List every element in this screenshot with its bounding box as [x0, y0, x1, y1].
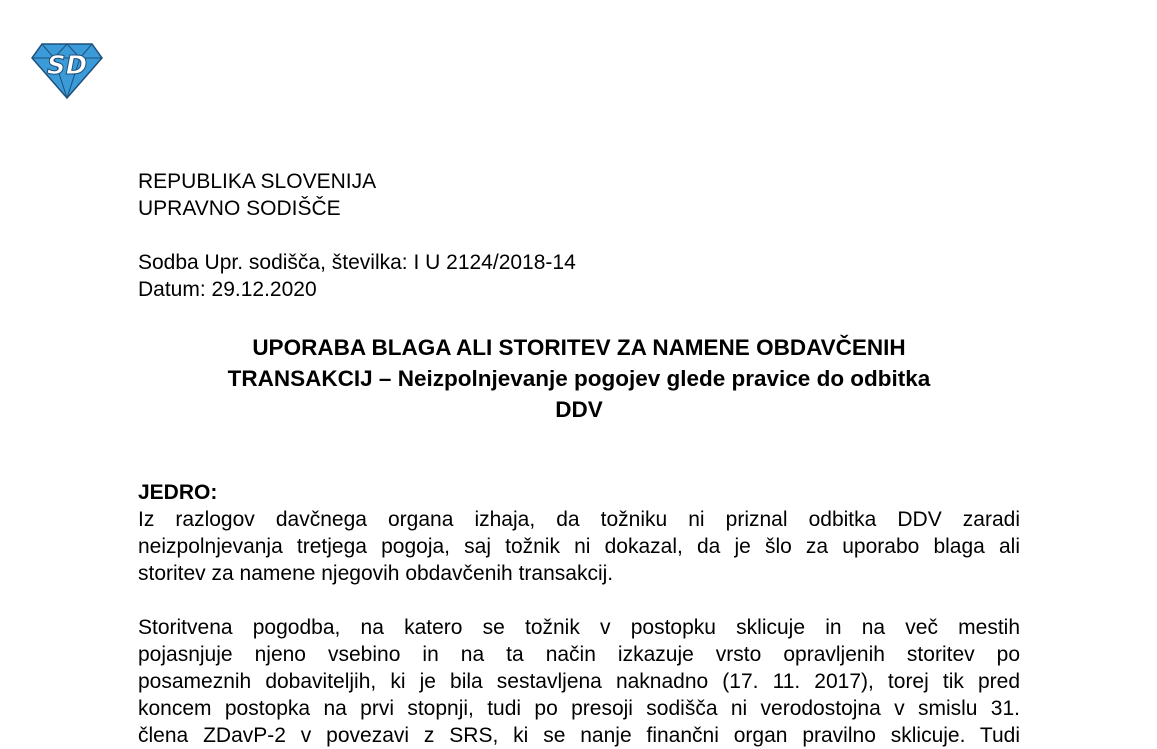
paragraph-2	[138, 614, 1020, 749]
title-line-2: TRANSAKCIJ – Neizpolnjevanje pogojev glede pravice do odbitka	[227, 366, 931, 391]
case-number: Sodba Upr. sodišča, številka: I U 2124/2018-14	[138, 251, 576, 274]
title-line-1: UPORABA BLAGA ALI STORITEV ZA NAMENE OBDAVČENIH	[252, 335, 906, 360]
paragraph-2-line: posameznih dobaviteljih, ki je bila sestavljena naknadno (17. 11. 2017), torej tik pred	[138, 670, 1020, 693]
document-body	[138, 168, 1020, 749]
paragraph-2-line: člena ZDavP-2 v povezavi z SRS, ki se nanje finančni organ pravilno sklicuje. Tudi	[138, 724, 1020, 747]
paragraph-1-line: storitev za namene njegovih obdavčenih transakcij.	[138, 562, 614, 585]
paragraph-2-line: koncem postopka na prvi stopnji, tudi po presoji sodišča ni verodostojna v smislu 31.	[138, 697, 1020, 720]
paragraph-2-line: Storitvena pogodba, na katero se tožnik v postopku sklicuje in na več mestih	[138, 616, 1020, 639]
section-heading: JEDRO:	[138, 481, 218, 504]
paragraph-1-line: neizpolnjevanja tretjega pogoja, saj tožnik ni dokazal, da je šlo za uporabo blaga ali	[138, 535, 1020, 558]
court-name: UPRAVNO SODIŠČE	[138, 197, 341, 220]
court-logo	[30, 40, 104, 100]
paragraph-2-line: pojasnjuje njeno vsebino in na ta način izkazuje vrsto opravljenih storitev po	[138, 643, 1020, 666]
paragraph-1	[138, 506, 1020, 587]
sd-diamond-logo-icon	[30, 40, 104, 100]
country-name: REPUBLIKA SLOVENIJA	[138, 170, 377, 193]
title-line-3: DDV	[555, 397, 603, 422]
paragraph-1-line: Iz razlogov davčnega organa izhaja, da tožniku ni priznal odbitka DDV zaradi	[138, 508, 1020, 531]
document-title	[138, 332, 1020, 425]
logo-letters: SD	[46, 51, 88, 81]
decision-date: Datum: 29.12.2020	[138, 278, 317, 301]
